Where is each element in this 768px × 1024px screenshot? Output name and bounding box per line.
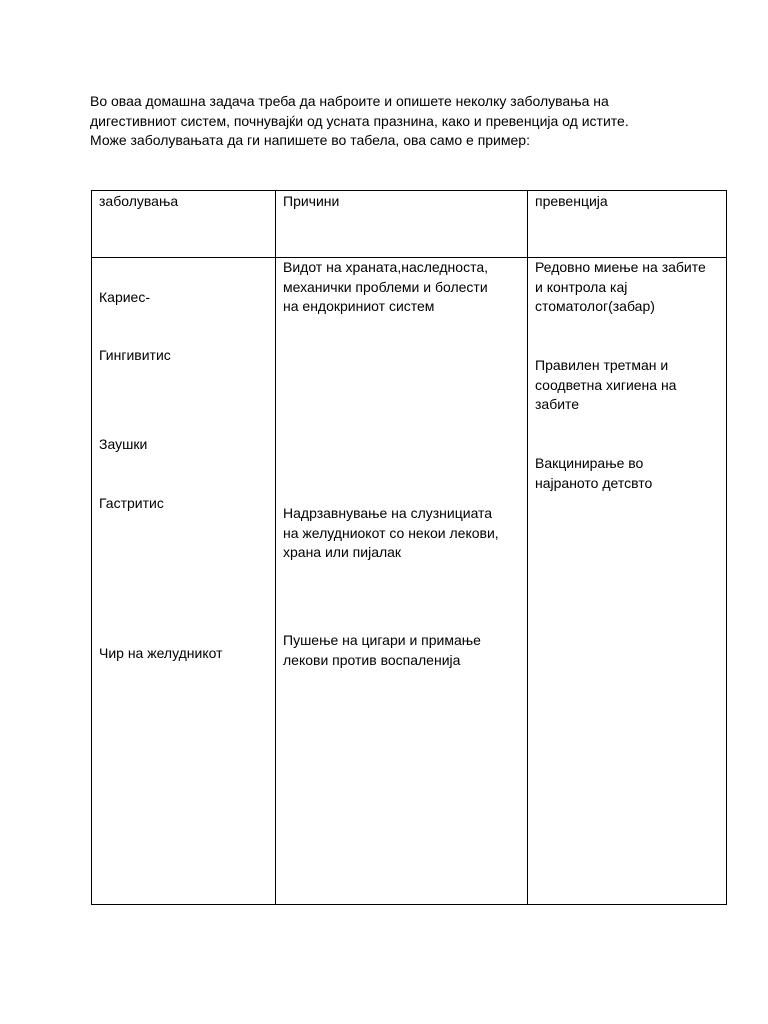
header-diseases: заболувања: [99, 193, 179, 209]
prevention-line: соодветна хигиена на: [535, 376, 677, 393]
prevention-line: забите: [535, 396, 580, 412]
instruction-line: Во оваа домашна задача треба да наброите и опишете неколку заболувања на: [90, 93, 609, 109]
cause-ulcer: [283, 631, 481, 670]
cause-line: лекови против воспаленија: [283, 651, 461, 668]
cause-line: храна или пијалак: [283, 544, 402, 560]
column-divider: [275, 191, 276, 904]
cause-line: на желудниокот со некои лекови,: [283, 524, 499, 541]
cause-line: механички проблеми и болести: [283, 278, 488, 295]
cause-line: Пушење на цигари и примање: [283, 632, 481, 648]
cause-line: Видот на храната,наследноста,: [283, 259, 489, 275]
cause-line: на ендокриниот систем: [283, 298, 435, 314]
instruction-line: Може заболувањата да ги напишете во табела, ова само е пример:: [90, 132, 530, 148]
assignment-instructions: [90, 92, 730, 151]
prevention-caries: [535, 258, 706, 317]
disease-gastritis: Гастритис: [99, 495, 164, 511]
prevention-line: Вакцинирање во: [535, 455, 644, 471]
instruction-line: дигестивниот систем, почнувајќи од усната празнина, како и превенција од истите.: [90, 112, 629, 129]
prevention-line: и контрола кај: [535, 278, 628, 295]
prevention-line: стоматолог(забар): [535, 298, 655, 314]
prevention-line: Правилен третман и: [535, 357, 669, 373]
header-causes: Причини: [283, 193, 340, 209]
prevention-line: Редовно миење на забите: [535, 259, 706, 275]
prevention-mumps: [535, 454, 652, 493]
disease-gingivitis: Гингивитис: [99, 347, 171, 363]
column-divider: [527, 191, 528, 904]
disease-mumps: Заушки: [99, 436, 148, 452]
diseases-table: [91, 190, 727, 905]
disease-caries: Кариес-: [99, 289, 150, 305]
cause-caries: [283, 258, 488, 317]
disease-ulcer: Чир на желудникот: [99, 645, 223, 661]
header-prevention: превенција: [535, 193, 608, 209]
cause-gastritis: [283, 504, 499, 563]
cause-line: Надрзавнување на слузнициата: [283, 505, 493, 521]
prevention-line: најраното детсвто: [535, 474, 653, 491]
prevention-gingivitis: [535, 356, 676, 415]
